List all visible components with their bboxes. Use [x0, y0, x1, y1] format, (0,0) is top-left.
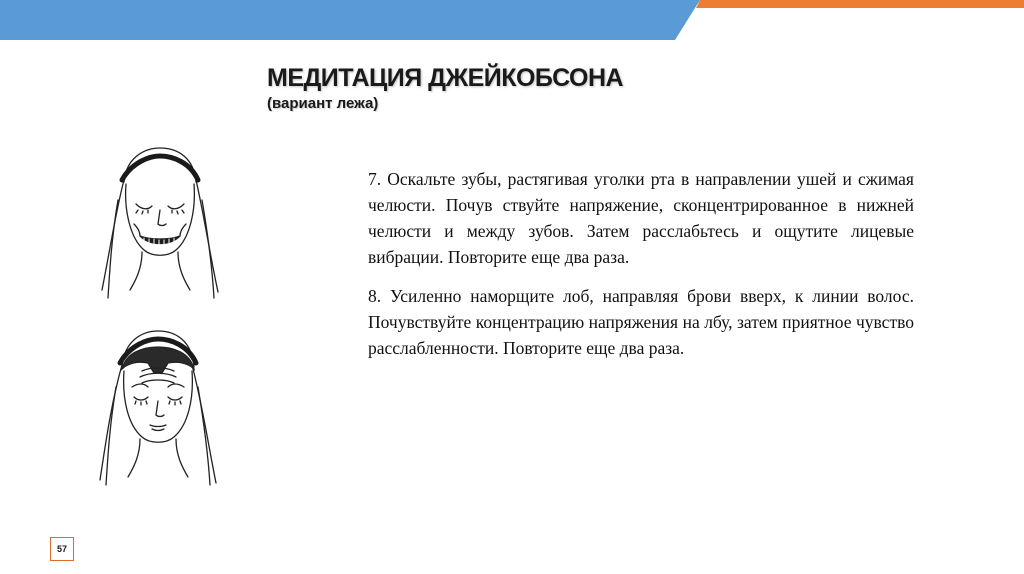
slide-title: МЕДИТАЦИЯ ДЖЕЙКОБСОНА	[267, 64, 624, 92]
page-number: 57	[56, 544, 67, 554]
face-forehead-wrinkle-illustration	[92, 325, 222, 490]
title-block	[267, 62, 623, 114]
paragraph-step-7: 7. Оскальте зубы, растягивая уголки рта в направлении ушей и сжимая челюсти. Почув ствуйте напряжение, сконцентрированное в нижней челюсти и между зубов. Затем расслабьтесь и ощутите лицевые вибрации. Повторите еще два раза.	[368, 169, 914, 267]
header-band	[0, 0, 1024, 40]
paragraph-step-8: 8. Усиленно наморщите лоб, направляя брови вверх, к линии волос. Почувствуйте концентрацию напряжения на лбу, затем приятное чувство расслабленности. Повторите еще два раза.	[368, 286, 914, 358]
page-number-badge	[50, 537, 74, 561]
face-grimace-illustration	[96, 140, 226, 305]
body-text	[368, 166, 914, 374]
slide-subtitle: (вариант лежа)	[267, 95, 379, 112]
